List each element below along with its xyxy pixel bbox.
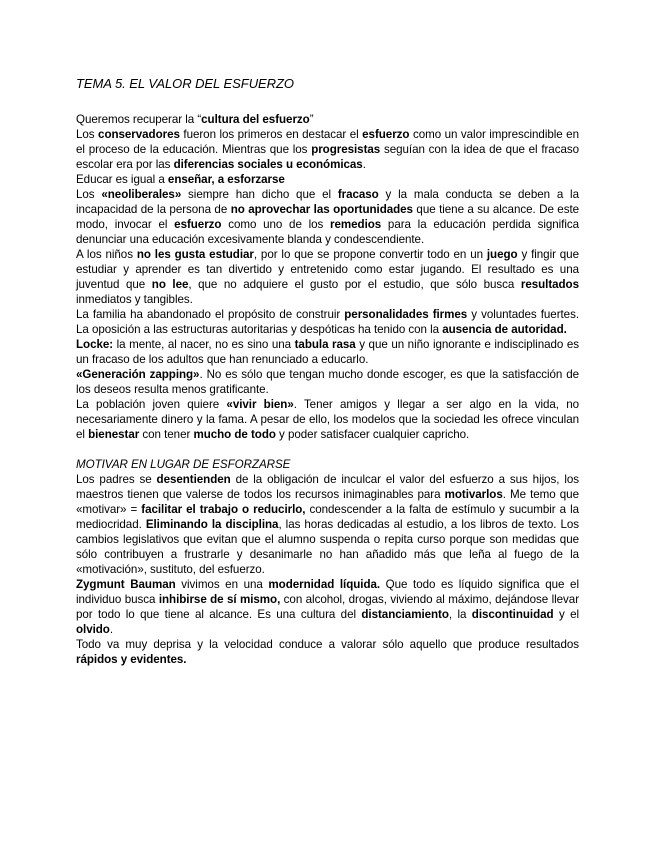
section-2-heading: MOTIVAR EN LUGAR DE ESFORZARSE xyxy=(76,458,291,471)
paragraph xyxy=(76,367,579,397)
text-run: , las horas dedicadas al estudio, a los libros de texto. Los cambios legislativos que evitan que el alumno suspenda o repita curso porque son medidas que sólo contribuyen a frustrarle y desanimarle no han añadido más que leña al fuego de la «motivación», sustituto, del esfuerzo. xyxy=(76,518,579,576)
text-run: de la obligación de inculcar el valor del esfuerzo a sus hijos, los maestros tienen que valerse de todos los recursos inimaginables para xyxy=(76,473,579,501)
paragraph xyxy=(76,172,579,187)
text-run: condescender a la falta de estímulo y sucumbir a la mediocridad. xyxy=(76,503,579,531)
paragraph xyxy=(76,397,579,442)
text-run: la mente, al nacer, no es sino una xyxy=(113,338,295,351)
bold-text: esfuerzo xyxy=(174,218,222,231)
text-run: Educar es igual a xyxy=(76,173,168,186)
bold-text: diferencias sociales u económicas xyxy=(173,158,363,171)
section-1 xyxy=(76,112,579,442)
paragraph xyxy=(76,112,579,127)
text-run: . xyxy=(362,158,366,171)
text-run: seguían con la idea de que el fracaso escolar era por las xyxy=(76,143,579,171)
text-run: siempre han dicho que el xyxy=(181,188,338,201)
bold-text: fracaso xyxy=(337,188,379,201)
paragraph xyxy=(76,187,579,247)
bold-text: resultados xyxy=(520,278,579,291)
bold-text: remedios xyxy=(330,218,382,231)
paragraph xyxy=(76,577,579,637)
text-run: vivimos en una xyxy=(175,578,269,591)
bold-text: esfuerzo xyxy=(362,128,410,141)
text-run: Los xyxy=(76,188,102,201)
text-run: y que un niño ignorante e indisciplinado es un fracaso de los adultos que han renunciado a educarlo. xyxy=(76,338,579,366)
document-page xyxy=(76,76,579,667)
bold-text: Zygmunt Bauman xyxy=(76,578,176,591)
bold-text: «neoliberales» xyxy=(101,188,182,201)
bold-text: tabula rasa xyxy=(294,338,356,351)
text-run: y el xyxy=(553,608,580,621)
text-run: que tiene a su alcance. De este modo, invocar el xyxy=(76,203,580,231)
text-run: Todo va muy deprisa y la velocidad conduce a valorar sólo aquello que produce resultados xyxy=(76,638,579,651)
paragraph xyxy=(76,637,579,667)
bold-text: juego xyxy=(486,248,518,261)
bold-text: motivarlos xyxy=(444,488,503,501)
bold-text: rápidos y evidentes. xyxy=(76,653,187,666)
text-run: como un valor imprescindible en el proceso de la educación. Mientras que los xyxy=(76,128,579,156)
bold-text: distanciamiento xyxy=(361,608,449,621)
text-run: , la xyxy=(448,608,472,621)
text-run: La población joven quiere xyxy=(76,398,227,411)
bold-text: no lee xyxy=(151,278,189,291)
bold-text: «vivir bien» xyxy=(226,398,294,411)
text-run: y la mala conducta se deben a la incapacidad de la persona de xyxy=(76,188,579,216)
text-run: con tener xyxy=(139,428,194,441)
paragraph xyxy=(76,472,579,577)
text-run: con alcohol, drogas, viviendo al máximo, dejándose llevar por todo lo que tiene al alcance. Es una cultura del xyxy=(76,593,580,621)
text-run: . xyxy=(109,623,114,636)
bold-text: olvido xyxy=(76,623,110,636)
bold-text: cultura del esfuerzo xyxy=(201,113,310,126)
bold-text: no les gusta estudiar xyxy=(136,248,254,261)
paragraph xyxy=(76,247,579,307)
section-gap xyxy=(76,442,579,457)
bold-text: personalidades firmes xyxy=(344,308,468,321)
text-run: Que todo es líquido significa que el individuo busca xyxy=(76,578,579,606)
text-run: para la educación perdida significa denunciar una educación excesivamente blanda y condescendiente. xyxy=(76,218,580,246)
bold-text: conservadores xyxy=(98,128,180,141)
text-run: A los niños xyxy=(76,248,137,261)
bold-text: Eliminando la disciplina xyxy=(145,518,279,531)
paragraph xyxy=(76,337,579,367)
text-run: . Me temo que «motivar» = xyxy=(76,488,579,516)
text-run: , por lo que se propone convertir todo en un xyxy=(253,248,487,261)
bold-text: desentienden xyxy=(156,473,231,486)
text-run: La familia ha abandonado el propósito de construir xyxy=(76,308,345,321)
bold-text: mucho de todo xyxy=(193,428,276,441)
text-run: Los xyxy=(76,128,99,141)
bold-text: modernidad líquida. xyxy=(268,578,381,591)
bold-text: no aprovechar las oportunidades xyxy=(230,203,413,216)
text-run: como uno de los xyxy=(221,218,331,231)
paragraph xyxy=(76,127,579,172)
text-run: . Tener amigos y llegar a ser algo en la vida, no necesariamente dinero y la fama. A pesar de ello, los modelos que la sociedad les ofrece vinculan el xyxy=(76,398,579,441)
text-run: y poder satisfacer cualquier capricho. xyxy=(275,428,470,441)
section-2 xyxy=(76,472,579,667)
text-run: fueron los primeros en destacar el xyxy=(179,128,363,141)
bold-text: Locke: xyxy=(76,338,114,351)
text-run: , que no adquiere el gusto por el estudio, que sólo busca xyxy=(188,278,521,291)
text-run: y fingir que estudiar y aprender es tan divertido y entretenido como estar jugando. El resultado es una juventud que xyxy=(76,248,579,291)
bold-text: ausencia de autoridad. xyxy=(442,323,567,336)
bold-text: inhibirse de sí mismo, xyxy=(158,593,281,606)
document-title: TEMA 5. EL VALOR DEL ESFUERZO xyxy=(76,76,294,91)
paragraph xyxy=(76,307,579,337)
text-run: Los padres se xyxy=(76,473,157,486)
text-run: Queremos recuperar la “ xyxy=(76,113,202,126)
text-run: . No es sólo que tengan mucho donde escoger, es que la satisfacción de los deseos resulta menos gratificante. xyxy=(76,368,580,396)
bold-text: enseñar, a esforzarse xyxy=(167,173,285,186)
bold-text: bienestar xyxy=(88,428,140,441)
bold-text: discontinuidad xyxy=(471,608,554,621)
bold-text: facilitar el trabajo o reducirlo, xyxy=(141,503,306,516)
text-run: inmediatos y tangibles. xyxy=(76,293,193,306)
bold-text: progresistas xyxy=(311,143,381,156)
text-run: ” xyxy=(309,113,314,126)
text-run: y voluntades fuertes. La oposición a las estructuras autoritarias y despóticas ha tenido con la xyxy=(76,308,579,336)
bold-text: «Generación zapping» xyxy=(76,368,200,381)
